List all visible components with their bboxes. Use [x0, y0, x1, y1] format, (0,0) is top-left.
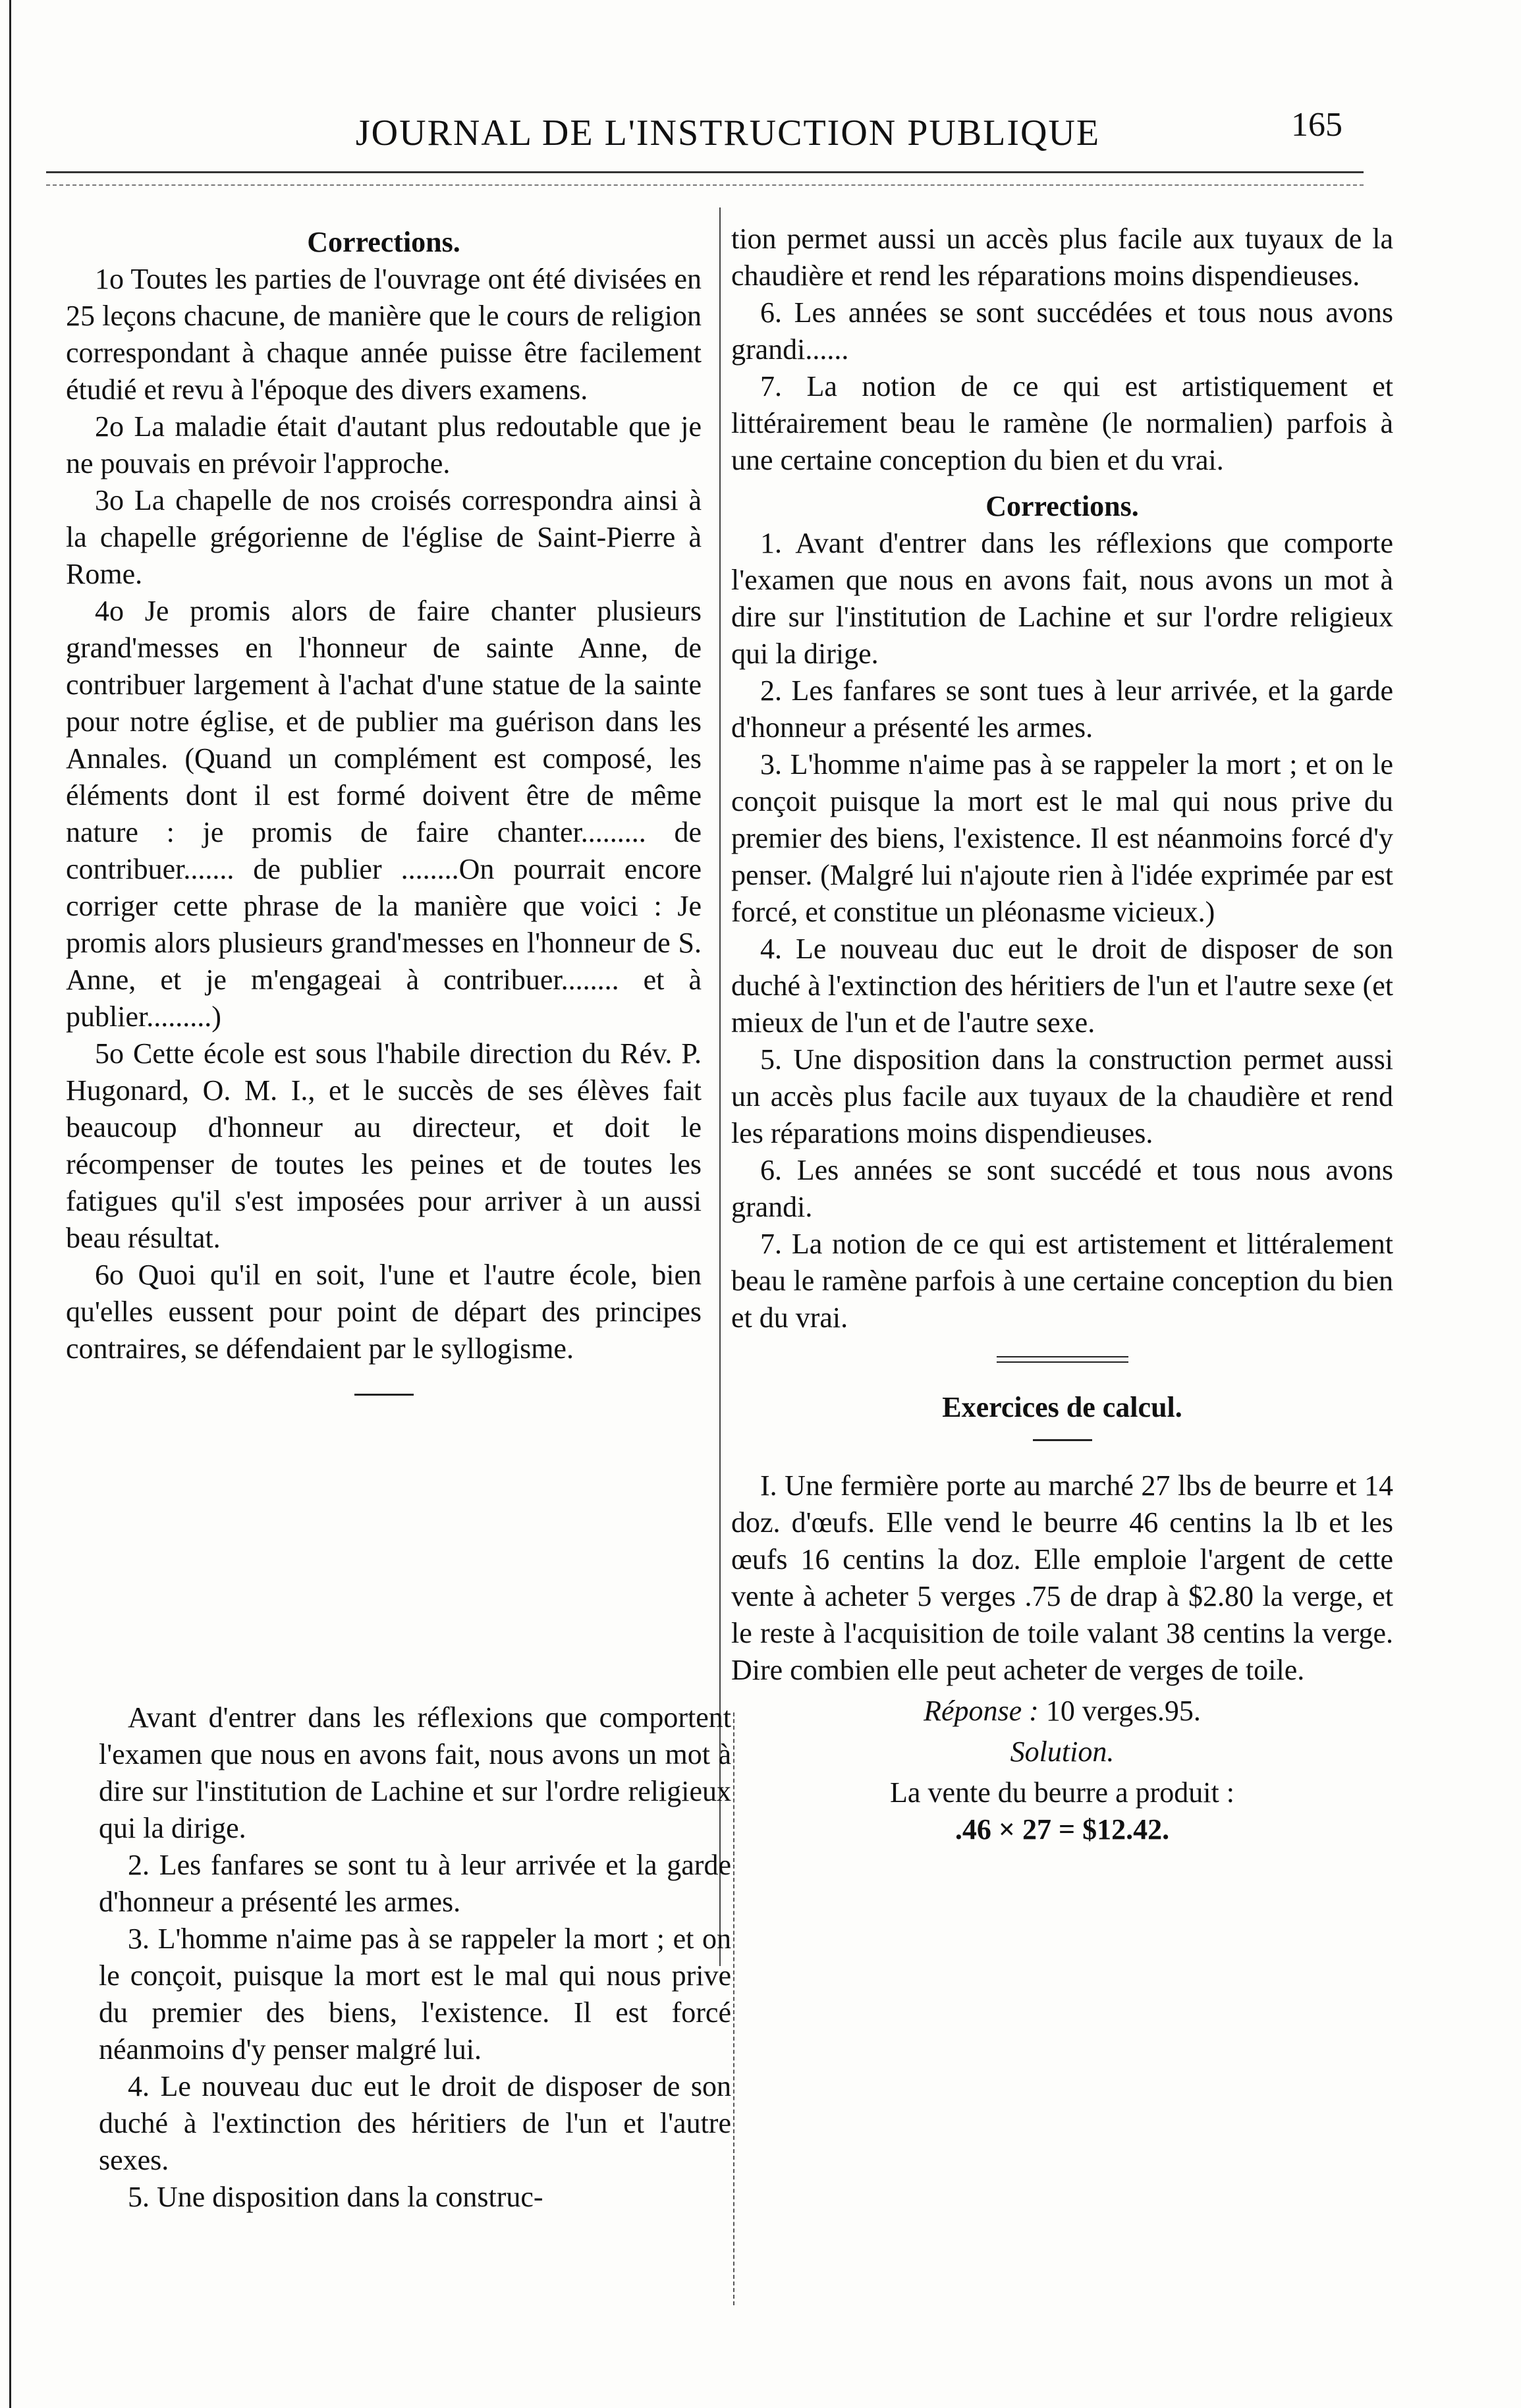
- paragraph-7-right: 7. La notion de ce qui est artistiquement et littérairement beau le ramène (le normalien) parfois à une certaine conception du bien et du vrai.: [731, 370, 1393, 476]
- answer-label: Réponse :: [924, 1695, 1039, 1727]
- exercise-paragraph-2: 2. Les fanfares se sont tu à leur arrivée et la garde d'honneur a présenté les armes.: [99, 1849, 731, 1918]
- solution-label-text: Solution.: [1010, 1736, 1115, 1768]
- exercises-heading: Exercices de calcul.: [942, 1391, 1182, 1423]
- exercise-paragraph-5: 5. Une disposition dans la construc-: [128, 2181, 543, 2213]
- paragraph-3: 3o La chapelle de nos croisés correspondra ainsi à la chapelle grégorienne de l'église de Saint-Pierre à Rome.: [66, 484, 702, 590]
- double-rule: [997, 1356, 1128, 1363]
- page-number: 165: [1291, 106, 1342, 144]
- corrections-heading-left: Corrections.: [307, 226, 460, 258]
- solution-label: [731, 1734, 1393, 1770]
- right-column-top: [731, 221, 1393, 1848]
- paragraph-6: 6o Quoi qu'il en soit, l'une et l'autre école, bien qu'elles eussent pour point de départ des principes contraires, se défendaient par le syllogisme.: [66, 1259, 702, 1365]
- exercise-paragraph-1: Avant d'entrer dans les réflexions que comportent l'examen que nous en avons fait, nous avons un mot à dire sur l'institution de Lachine et sur l'ordre religieux qui la dirige.: [99, 1701, 731, 1844]
- correction-1: 1. Avant d'entrer dans les réflexions que comporte l'examen que nous en avons fait, nous avons un mot à dire sur l'institution de Lachine et sur l'ordre religieux qui la dirige.: [731, 527, 1393, 670]
- paragraph-6-right: 6. Les années se sont succédées et tous nous avons grandi......: [731, 296, 1393, 366]
- left-column-bottom: [99, 1699, 731, 2216]
- math-problem: I. Une fermière porte au marché 27 lbs de beurre et 14 doz. d'œufs. Elle vend le beurre 46 centins la lb et les œufs 16 centins la doz. Elle emploie l'argent de cette vente à acheter 5 verges .75 de drap à $2.80 la verge, et le reste à l'acquisition de toile valant 38 centins la verge. Dire combien elle peut acheter de verges de toile.: [731, 1469, 1393, 1686]
- exercises-rule: [1033, 1439, 1092, 1441]
- correction-5: 5. Une disposition dans la construction permet aussi un accès plus facile aux tuyaux de la chaudière et rend les réparations moins dispendieuses.: [731, 1043, 1393, 1149]
- continuation-paragraph: tion permet aussi un accès plus facile aux tuyaux de la chaudière et rend les réparations moins dispendieuses.: [731, 223, 1393, 292]
- exercise-paragraph-3: 3. L'homme n'aime pas à se rappeler la mort ; et on le conçoit, puisque la mort est le mal qui nous prive du premier des biens, l'existence. Il est forcé néanmoins d'y penser malgré lui.: [99, 1923, 731, 2066]
- page-edge-line: [9, 0, 11, 2408]
- header-rule: [46, 171, 1364, 173]
- paragraph-5: 5o Cette école est sous l'habile direction du Rév. P. Hugonard, O. M. I., et le succès de ses élèves fait beaucoup d'honneur au directeur, et doit le récompenser de toutes les peines et de toutes les fatigues qu'il s'est imposées pour arriver à un aussi beau résultat.: [66, 1037, 702, 1254]
- formula: .46 × 27 = $12.42.: [954, 1813, 1170, 1846]
- answer-line: [731, 1693, 1393, 1730]
- correction-6: 6. Les années se sont succédé et tous nous avons grandi.: [731, 1154, 1393, 1223]
- correction-2: 2. Les fanfares se sont tues à leur arrivée, et la garde d'honneur a présenté les armes.: [731, 674, 1393, 744]
- answer-value: 10 verges.95.: [1045, 1695, 1201, 1727]
- correction-3: 3. L'homme n'aime pas à se rappeler la mort ; et on le conçoit puisque la mort est le mal qui nous prive du premier des biens, l'existence. Il est néanmoins forcé d'y penser. (Malgré lui n'ajoute rien à l'idée exprimée par est forcé, et constitue un pléonasme vicieux.): [731, 748, 1393, 928]
- solution-line: La vente du beurre a produit :: [890, 1776, 1234, 1809]
- correction-4: 4. Le nouveau duc eut le droit de disposer de son duché à l'extinction des héritiers de l'un et l'autre sexe (et mieux de l'un et de l'autre sexe.: [731, 933, 1393, 1039]
- paragraph-1: 1o Toutes les parties de l'ouvrage ont été divisées en 25 leçons chacune, de manière que le cours de religion correspondant à chaque année puisse être facilement étudié et revu à l'époque des divers examens.: [66, 263, 702, 406]
- paragraph-2: 2o La maladie était d'autant plus redoutable que je ne pouvais en prévoir l'approche.: [66, 410, 702, 479]
- correction-7: 7. La notion de ce qui est artistement et littéralement beau le ramène parfois à une certaine conception du bien et du vrai.: [731, 1228, 1393, 1334]
- corrections-heading-right: Corrections.: [985, 490, 1139, 522]
- left-column-top: [66, 224, 702, 1435]
- header-rule-dashed: [46, 184, 1364, 186]
- journal-title: JOURNAL DE L'INSTRUCTION PUBLIQUE: [355, 113, 1101, 153]
- section-rule: [354, 1394, 414, 1396]
- paragraph-4: 4o Je promis alors de faire chanter plusieurs grand'messes en l'honneur de sainte Anne, de contribuer largement à l'achat d'une statue de la sainte pour notre église, et de publier ma guérison dans les Annales. (Quand un complément est composé, les éléments dont il est formé doivent être de même nature : je promis de faire chanter......... de contribuer....... de publier ........On pourrait encore corriger cette phrase de la manière que voici : Je promis alors plusieurs grand'messes en l'honneur de S. Anne, et je m'engageai à contribuer........ et à publier.........): [66, 595, 702, 1033]
- exercise-paragraph-4: 4. Le nouveau duc eut le droit de disposer de son duché à l'extinction des héritiers de l'un et l'autre sexes.: [99, 2070, 731, 2176]
